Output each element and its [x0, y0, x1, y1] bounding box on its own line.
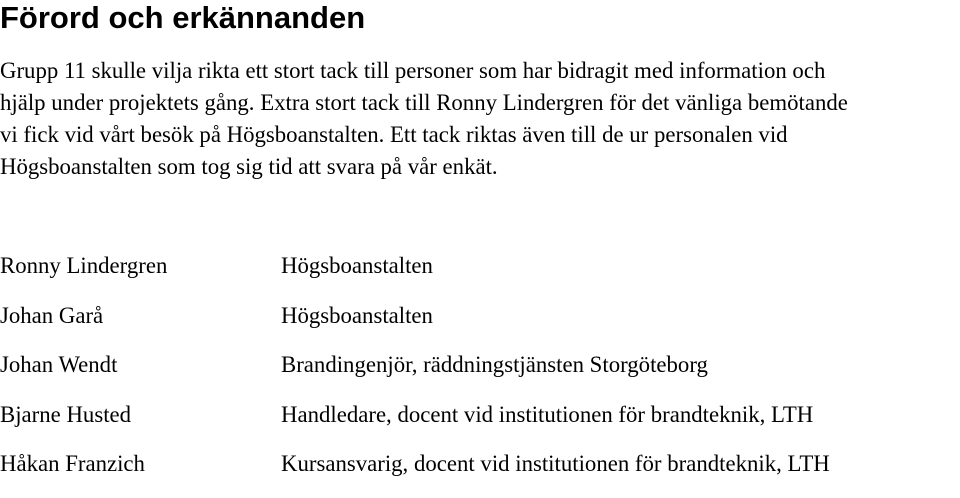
paragraph-line: Grupp 11 skulle vilja rikta ett stort tack till personer som har bidragit med information och: [0, 58, 826, 83]
contributor-name: Johan Garå: [0, 302, 104, 328]
page-heading: Förord och erkännanden: [0, 0, 366, 35]
paragraph-line: vi fick vid vårt besök på Högsboanstalten. Ett tack riktas även till de ur personalen vid: [0, 122, 788, 147]
paragraph-line: Högsboanstalten som tog sig tid att svara på vår enkät.: [0, 154, 498, 179]
contributor-affiliation: Högsboanstalten: [281, 302, 433, 328]
contributor-name: Bjarne Husted: [0, 401, 132, 427]
contributor-name: Johan Wendt: [0, 352, 118, 377]
contributor-affiliation: Brandingenjör, räddningstjänsten Storgöteborg: [281, 352, 708, 377]
contributor-affiliation: Högsboanstalten: [281, 253, 433, 278]
acknowledgement-paragraph: [0, 55, 848, 183]
contributor-affiliation: Kursansvarig, docent vid institutionen för brandteknik, LTH: [281, 451, 830, 476]
contributor-affiliation: Handledare, docent vid institutionen för brandteknik, LTH: [281, 401, 814, 427]
contributor-name: Ronny Lindergren: [0, 253, 168, 278]
contributor-name: Håkan Franzich: [0, 451, 145, 476]
paragraph-line: hjälp under projektets gång. Extra stort tack till Ronny Lindergren för det vänliga bemötande: [0, 90, 848, 115]
